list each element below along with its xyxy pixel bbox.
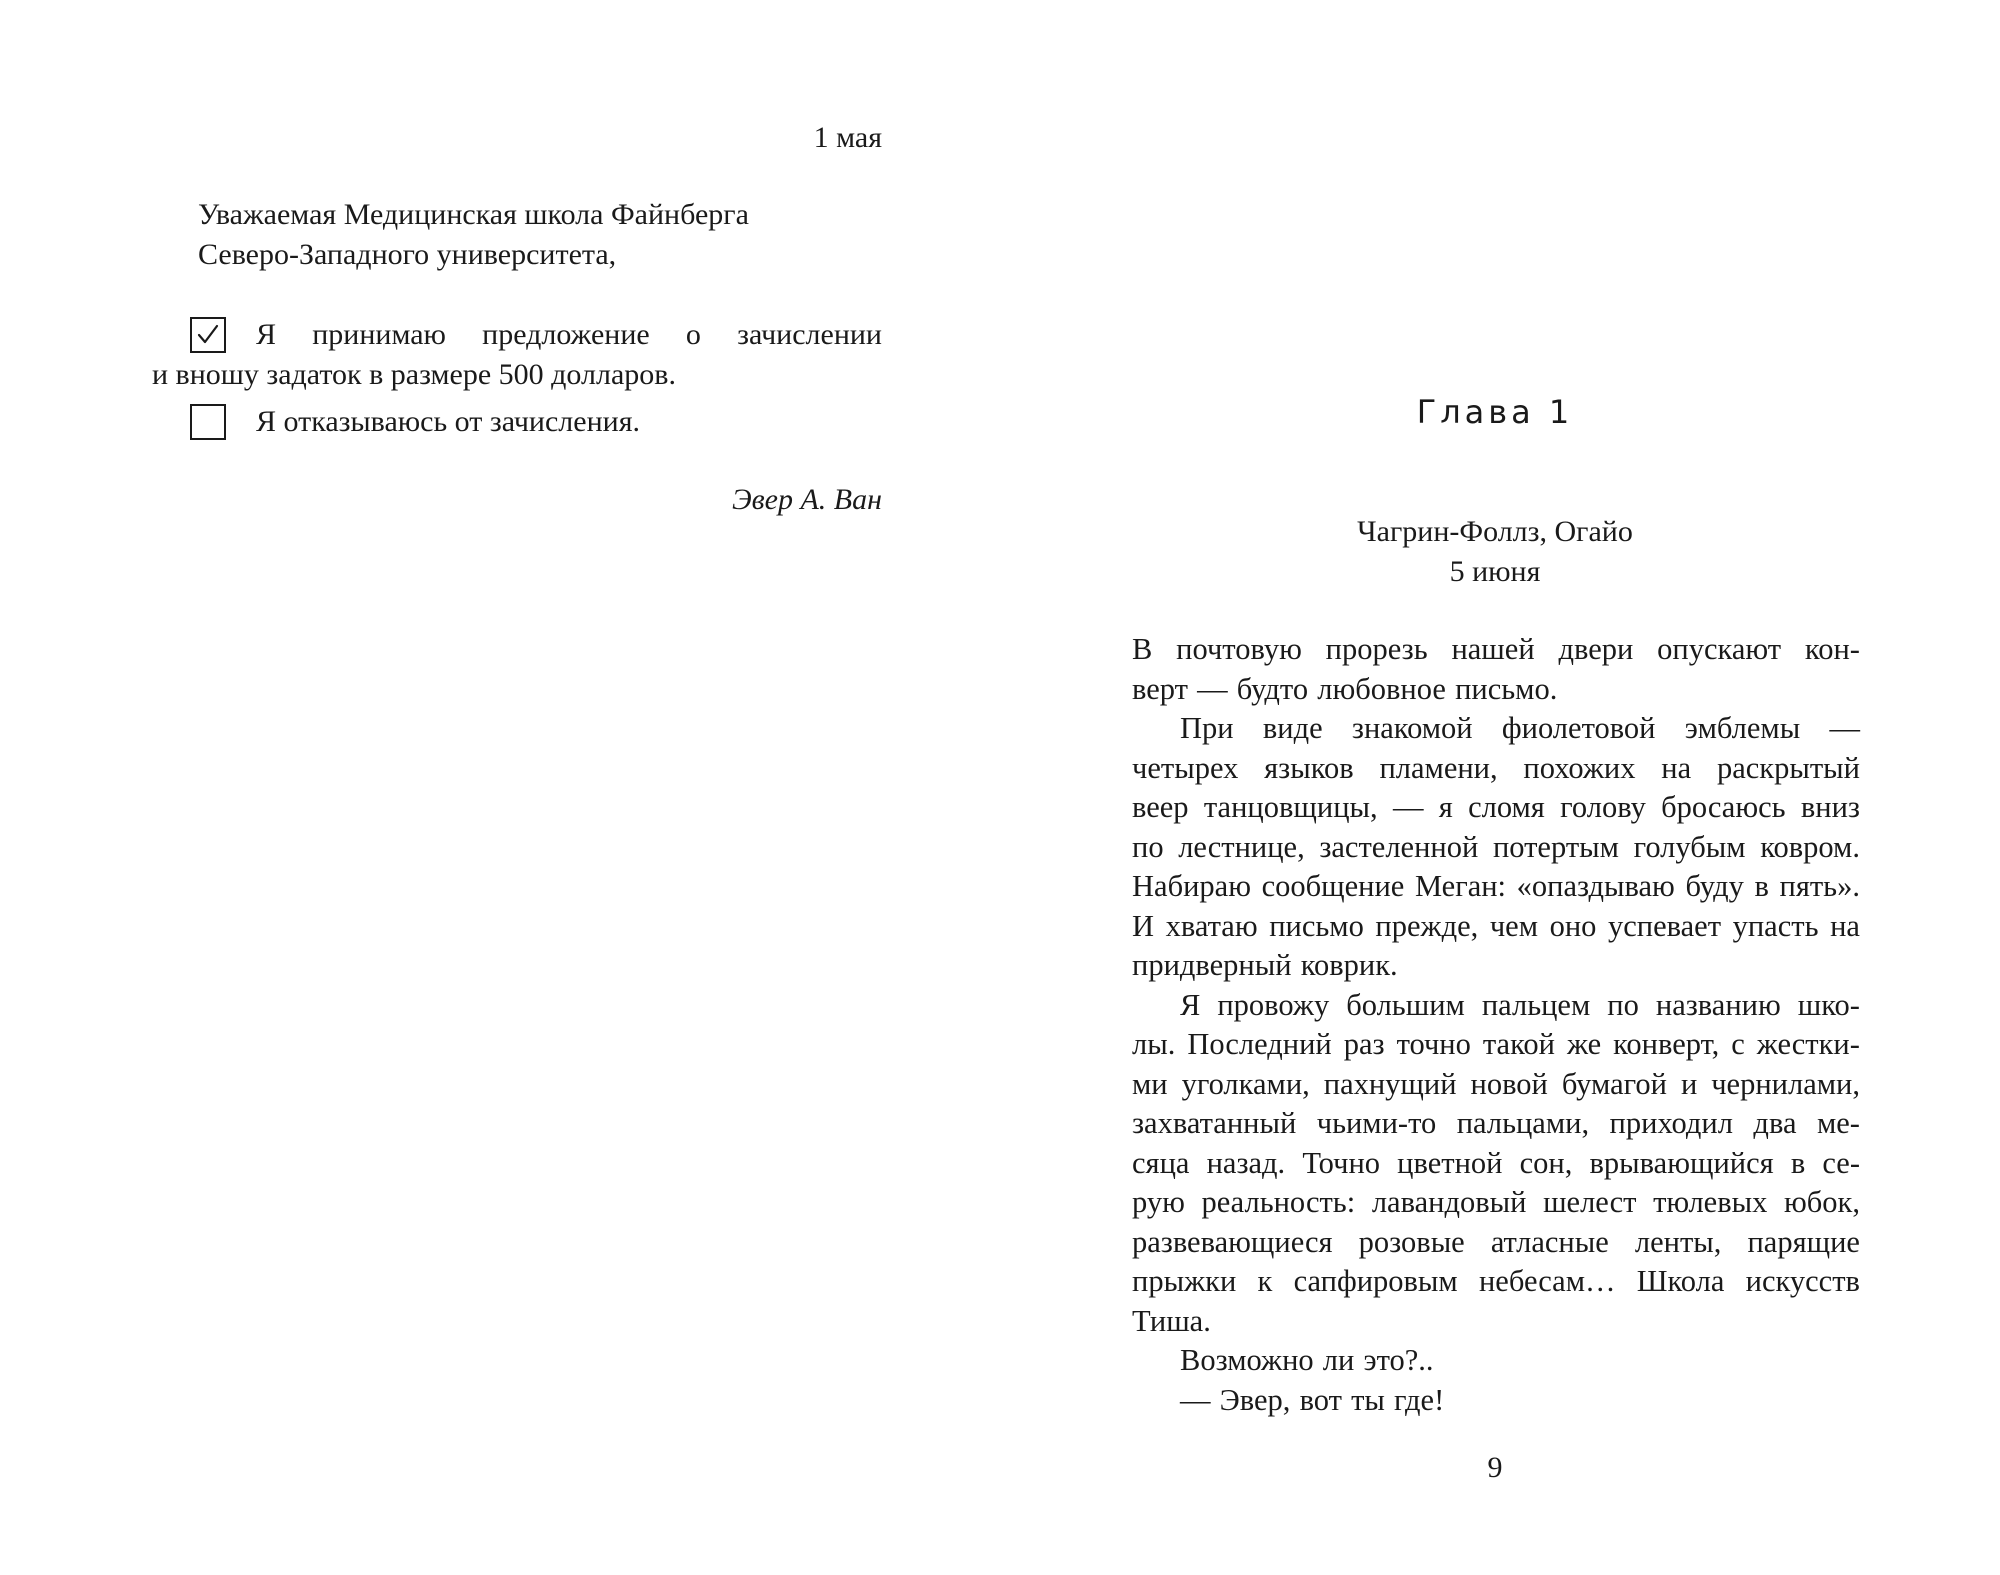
word: Эвер, — [1219, 1382, 1291, 1417]
word: упасть — [1732, 908, 1819, 943]
word: лы. — [1132, 1027, 1176, 1061]
word: письмо — [1269, 908, 1364, 943]
word: рую — [1132, 1185, 1185, 1219]
word: это?.. — [1363, 1343, 1434, 1377]
word: буду — [1685, 869, 1744, 903]
word: юбок, — [1783, 1185, 1860, 1219]
text-line — [1132, 709, 1860, 749]
text-line — [1132, 1262, 1860, 1302]
word: пальцами, — [1456, 1106, 1590, 1140]
word: бумагой — [1561, 1066, 1667, 1101]
word: При — [1180, 711, 1234, 745]
text-line — [1132, 907, 1860, 947]
word: прыжки — [1132, 1264, 1237, 1298]
word: ли — [1322, 1343, 1355, 1377]
word: цветной — [1397, 1145, 1503, 1180]
word: веер — [1132, 790, 1189, 824]
word: — — [1180, 1382, 1211, 1417]
word: вниз — [1800, 790, 1860, 824]
word: сапфировым — [1293, 1264, 1458, 1298]
word: фиолетовой — [1501, 711, 1656, 745]
word: танцовщицы, — [1203, 790, 1378, 824]
word: предложение — [482, 318, 650, 351]
text-line — [1132, 670, 1860, 710]
word: новой — [1470, 1066, 1548, 1101]
word: эмблемы — [1684, 711, 1801, 745]
accept-option-text — [256, 315, 882, 355]
word: Я — [256, 318, 277, 351]
word: раскрытый — [1716, 750, 1860, 785]
word: оно — [1549, 908, 1597, 943]
word: языков — [1264, 750, 1354, 785]
chapter-dateline — [1130, 512, 1860, 592]
word: кон- — [1804, 632, 1860, 666]
word: шко- — [1797, 987, 1860, 1022]
word: приходил — [1609, 1106, 1733, 1140]
word: два — [1753, 1106, 1797, 1140]
word: чем — [1489, 908, 1539, 943]
word: тюлевых — [1653, 1185, 1768, 1219]
word: се- — [1822, 1145, 1860, 1180]
word: придверный — [1132, 948, 1292, 982]
word: ленты, — [1634, 1224, 1722, 1259]
word: по — [1132, 829, 1164, 864]
word: бросаюсь — [1661, 790, 1786, 824]
dateline-date: 5 июня — [1449, 555, 1541, 588]
text-line — [1132, 867, 1860, 907]
word: В — [1132, 632, 1153, 666]
word: пальцем — [1481, 987, 1591, 1022]
accept-option-text-continued: и вношу задаток в размере 500 долларов. — [152, 358, 676, 391]
word: хватаю — [1165, 908, 1258, 943]
letter-date: 1 мая — [813, 121, 882, 154]
word: чьими-то — [1316, 1106, 1437, 1140]
text-line — [1132, 986, 1860, 1026]
word: по — [1607, 987, 1639, 1022]
word: развевающиеся — [1132, 1224, 1333, 1259]
word: раз — [1343, 1027, 1385, 1061]
word: «опаздываю — [1516, 869, 1675, 903]
word: письмо. — [1455, 671, 1558, 706]
salutation-line: Уважаемая Медицинская школа Файнберга — [198, 198, 749, 231]
dateline-place: Чагрин-Фоллз, Огайо — [1357, 515, 1633, 548]
word: к — [1257, 1264, 1273, 1298]
text-line — [1132, 1381, 1860, 1421]
word: Возможно — [1180, 1343, 1314, 1377]
page-number: 9 — [1487, 1451, 1503, 1484]
text-line — [1132, 1065, 1860, 1105]
decline-option-text: Я отказываюсь от зачисления. — [256, 405, 640, 438]
word: небесам… — [1478, 1264, 1616, 1298]
text-line — [1132, 946, 1860, 986]
word: Набираю — [1132, 869, 1251, 903]
word: в — [1754, 869, 1769, 903]
word: виде — [1262, 711, 1323, 745]
word: на — [1661, 750, 1692, 785]
word: лавандовый — [1371, 1185, 1527, 1219]
word: похожих — [1523, 750, 1636, 785]
word: Меган: — [1414, 869, 1507, 903]
word: вот — [1299, 1382, 1342, 1417]
word: в — [1790, 1145, 1806, 1180]
word: принимаю — [312, 318, 446, 351]
word: на — [1830, 908, 1860, 943]
signature: Эвер А. Ван — [731, 483, 882, 516]
check-icon — [195, 322, 221, 348]
word: назад. — [1206, 1145, 1286, 1180]
word: чернилами, — [1711, 1066, 1860, 1101]
word: жестки- — [1756, 1027, 1860, 1061]
word: розовые — [1358, 1224, 1465, 1259]
word: я — [1438, 790, 1453, 824]
word: зачислении — [737, 318, 882, 351]
word: застеленной — [1319, 829, 1479, 864]
decline-option — [152, 402, 882, 442]
word: о — [685, 318, 701, 351]
word: лестнице, — [1178, 829, 1305, 864]
word: Я — [1180, 987, 1201, 1022]
word: сообщение — [1261, 869, 1405, 903]
accept-option — [152, 315, 882, 395]
text-line — [1132, 1025, 1860, 1065]
word: потертым — [1492, 829, 1619, 864]
word: успевает — [1607, 908, 1722, 943]
text-line — [1132, 1183, 1860, 1223]
word: где! — [1394, 1382, 1445, 1417]
accept-checkbox[interactable] — [190, 317, 226, 353]
word: же — [1566, 1027, 1602, 1061]
word: Школа — [1636, 1264, 1725, 1298]
salutation-line: Северо-Западного университета, — [198, 238, 617, 271]
word: названию — [1655, 987, 1781, 1022]
word: ми — [1132, 1066, 1168, 1101]
word: голубым — [1633, 829, 1746, 864]
word: искусств — [1745, 1264, 1860, 1298]
chapter-body-text — [1132, 630, 1860, 1420]
word: точно — [1396, 1027, 1471, 1061]
decline-checkbox[interactable] — [190, 404, 226, 440]
word: уголками, — [1181, 1066, 1310, 1101]
word: пахнущий — [1323, 1066, 1457, 1101]
word: сяца — [1132, 1145, 1190, 1180]
right-page — [1000, 0, 2000, 1575]
text-line — [1132, 788, 1860, 828]
text-line — [1132, 1341, 1860, 1381]
word: нашей — [1451, 632, 1535, 666]
word: четырех — [1132, 750, 1239, 785]
word: провожу — [1217, 987, 1330, 1022]
text-line — [1132, 828, 1860, 868]
word: захватанный — [1132, 1106, 1297, 1140]
word: атласные — [1490, 1224, 1609, 1259]
text-line — [1132, 1223, 1860, 1263]
word: Последний — [1187, 1027, 1332, 1061]
word: сломя — [1468, 790, 1545, 824]
word: почтовую — [1176, 632, 1302, 666]
word: шелест — [1543, 1185, 1637, 1219]
word: конверт, — [1613, 1027, 1720, 1061]
word: коврик. — [1300, 948, 1398, 982]
word: прорезь — [1325, 632, 1428, 666]
word: будто — [1236, 671, 1309, 706]
text-line — [1132, 1302, 1860, 1342]
word: с — [1731, 1027, 1745, 1061]
word: ковром. — [1760, 829, 1860, 864]
word: пять». — [1779, 869, 1860, 903]
word: — — [1197, 671, 1228, 706]
word: пламени, — [1379, 750, 1498, 785]
word: реальность: — [1201, 1185, 1356, 1219]
word: И — [1132, 908, 1155, 943]
word: врывающийся — [1589, 1145, 1774, 1180]
word: верт — [1132, 671, 1188, 706]
chapter-title: Глава 1 — [1416, 393, 1574, 431]
word: парящие — [1747, 1224, 1860, 1259]
word: ме- — [1816, 1106, 1860, 1140]
word: и — [1680, 1066, 1698, 1101]
word: сон, — [1519, 1145, 1573, 1180]
word: опускают — [1657, 632, 1782, 666]
word: прежде, — [1375, 908, 1479, 943]
word: голову — [1560, 790, 1646, 824]
word: ты — [1351, 1382, 1385, 1417]
word: — — [1829, 711, 1860, 745]
text-line — [1132, 749, 1860, 789]
text-line — [1132, 1144, 1860, 1184]
text-line — [1132, 1104, 1860, 1144]
word: Точно — [1302, 1145, 1381, 1180]
word: любовное — [1317, 671, 1446, 706]
word: большим — [1346, 987, 1465, 1022]
word: знакомой — [1351, 711, 1473, 745]
text-line — [1132, 630, 1860, 670]
word: такой — [1482, 1027, 1555, 1061]
word: — — [1392, 790, 1424, 824]
letter-salutation — [198, 195, 749, 275]
word: двери — [1558, 632, 1634, 666]
word: Тиша. — [1132, 1303, 1211, 1338]
